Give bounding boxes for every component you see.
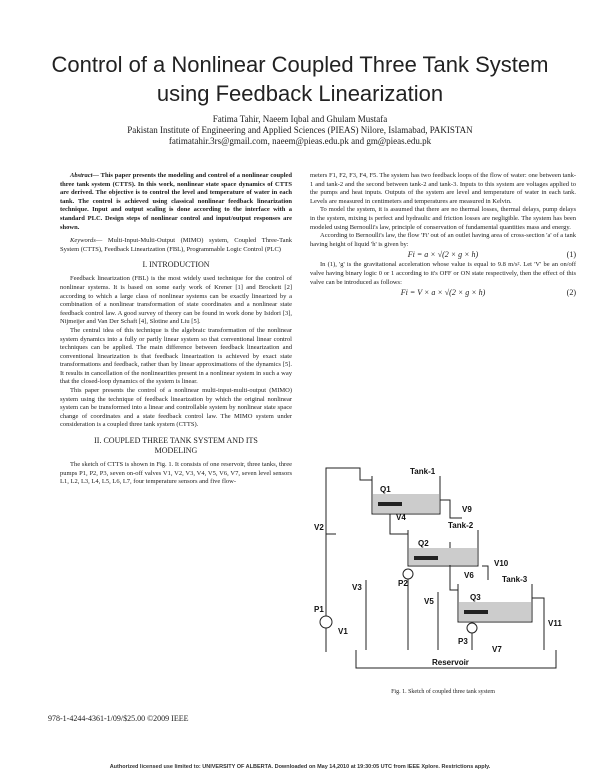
label-v7: V7: [492, 645, 502, 654]
tank1-outlet-pipe: [440, 500, 462, 518]
tank2-outlet-pipe: [482, 566, 488, 580]
label-q1: Q1: [380, 485, 391, 494]
label-p2: P2: [398, 579, 408, 588]
section-2-heading: [60, 436, 292, 456]
label-tank-3: Tank-3: [502, 575, 528, 584]
label-v11: V11: [548, 619, 562, 628]
right-paragraph-2: To model the system, it is assumed that there are no thermal losses, thermal delays, pump delays in the system, mixing is perfect and hydraulic and friction losses are negligible. The system has been modeled using Bernoulli's law, principle of conservation of fundamental quantities mass and energy.: [310, 206, 576, 231]
pump-p3: [467, 623, 477, 633]
label-tank-2: Tank-2: [448, 521, 474, 530]
label-q3: Q3: [470, 593, 481, 602]
title-line-1: Control of a Nonlinear Coupled Three Tank System: [51, 52, 549, 77]
abstract: [60, 172, 292, 232]
label-v9: V9: [462, 505, 472, 514]
label-v1: V1: [338, 627, 348, 636]
isbn-footer: 978-1-4244-4361-1/09/$25.00 ©2009 IEEE: [48, 714, 189, 723]
title-line-2: using Feedback Linearization: [156, 81, 444, 106]
right-paragraph-1: meters F1, F2, F3, F4, F5. The system has two feedback loops of the flow of water: one between tank-1 and tank-2 and the second between tank-2 and tank-3. Inputs to this system are voltages applied to the pumps and heat inputs. Outputs of the system are level and temperature of water in each tank. Levels are measured in centimeters and temperatures are measured in Kelvin.: [310, 172, 576, 205]
equation-1-body: Fi = a × √(2 × g × h): [407, 250, 479, 260]
right-paragraph-3: According to Bernoulli's law, the flow 'Fi' out of an outlet having area of cross-section 'a' of a tank having height of liquid 'h' is given by:: [310, 232, 576, 248]
label-v4: V4: [396, 513, 406, 522]
section-2-heading-line-1: II. COUPLED THREE TANK SYSTEM AND ITS: [94, 436, 258, 446]
equation-2: [310, 287, 576, 299]
paper-title: [0, 50, 600, 108]
pump-p1: [320, 616, 332, 628]
author-block: [0, 114, 600, 147]
tank3-outlet-pipe: [532, 598, 544, 650]
label-reservoir: Reservoir: [432, 658, 469, 667]
label-v6: V6: [464, 571, 474, 580]
label-v3: V3: [352, 583, 362, 592]
equation-1: [310, 249, 576, 261]
keywords-label: Keywords: [70, 237, 96, 245]
equation-1-number: (1): [566, 250, 576, 260]
affiliation: Pakistan Institute of Engineering and Applied Sciences (PIEAS) Nilore, Islamabad, PAKISTAN: [127, 125, 473, 135]
left-column: [60, 172, 292, 487]
figure-1-caption: Fig. 1. Sketch of coupled three tank system: [391, 689, 495, 695]
section-2-paragraph-1: The sketch of CTTS is shown in Fig. 1. It consists of one reservoir, three tanks, three pumps P1, P2, P3, seven on-off valves V1, V2, V3, V4, V5, V6, V7, seven level sensors L1, L2, L3, L4, L5, L6, L7, four temperature sensors and five flow-: [60, 461, 292, 486]
label-p3: P3: [458, 637, 468, 646]
pump-1-line: [326, 468, 372, 652]
right-column: [310, 172, 576, 299]
equation-2-number: (2): [566, 288, 576, 298]
section-1-heading: I. INTRODUCTION: [142, 260, 210, 270]
label-tank-1: Tank-1: [410, 467, 436, 476]
abstract-text: — This paper presents the modeling and control of a nonlinear coupled three tank system (CTTS). In this work, nonlinear state space dynamics of CTTS are derived. The objective is to control the level and temperature of water in each tank. The control is achieved using classical nonlinear feedback linearization technique. Input and output scaling is done according to the interface with a standard PLC. Design steps of nonlinear control and input/output responses are shown.: [60, 172, 292, 231]
intro-paragraph-1: Feedback linearization (FBL) is the most widely used technique for the control of nonlinear systems. It is based on some early work of Krener [1] and Brockett [2] according to which a large class of nonlinear systems can be exactly linearized by a combination of a nonlinear transformation of state coordinates and a nonlinear state feedback control law. A good survey of theory can be found in work done by Isidori [3], Nijmeijer and Van Der Schaft [4], Slotine and Liu [5].: [60, 275, 292, 326]
intro-paragraph-3: This paper presents the control of a nonlinear multi-input-multi-output (MIMO) system using the technique of feedback linearization by which the original nonlinear system can be transformed into a linear and controllable system by nonlinear state space change of coordinates and a state feedback control law. The MIMO system under consideration is a coupled three tank system (CTTS).: [60, 387, 292, 429]
license-footer: Authorized licensed use limited to: UNIVERSITY OF ALBERTA. Downloaded on May 14,2010 at 19:30:05 UTC from IEEE Xplore. Restrictions apply.: [109, 764, 491, 770]
emails: fatimatahir.3rs@gmail.com, naeem@pieas.edu.pk and gm@pieas.edu.pk: [168, 136, 432, 146]
figure-1-diagram: [312, 462, 574, 688]
label-v2: V2: [314, 523, 324, 532]
right-paragraph-4: In (1), 'g' is the gravitational acceleration whose value is equal to 9.8 m/s². Let 'V' be an on/off valve having binary logic 0 or 1 according to it's OFF or ON state respectively, then the effect of this valve can be introduced as follows:: [310, 261, 576, 286]
keywords-text: — Multi-Input-Multi-Output (MIMO) system, Coupled Three-Tank System (CTTS), Feedback Linearization (FBL), Programmable Logic Control (PLC): [60, 237, 292, 253]
three-tank-sketch: [312, 462, 574, 688]
section-2-heading-line-2: MODELING: [154, 446, 198, 456]
pump-p2: [403, 569, 413, 579]
heater-q2: [414, 556, 438, 560]
label-v10: V10: [494, 559, 509, 568]
intro-paragraph-2: The central idea of this technique is the algebraic transformation of the nonlinear system dynamics into a fully or partly linear system so that conventional linear control techniques can be applied. The main difference between feedback linearization and conventional linearization is that feedback linearization is achieved by exact state transformations and feedback, rather than by linear approximations of the dynamics [5]. It results in cancellation of the nonlinearities present in a nonlinear system in such a way that the closed-loop dynamics of the system is linear.: [60, 326, 292, 386]
equation-2-body: Fi = V × a × √(2 × g × h): [400, 288, 486, 298]
keywords: [60, 237, 292, 254]
label-p1: P1: [314, 605, 324, 614]
heater-q1: [378, 502, 402, 506]
abstract-label: Abstract: [70, 172, 93, 179]
label-v5: V5: [424, 597, 434, 606]
authors: Fatima Tahir, Naeem Iqbal and Ghulam Mustafa: [212, 114, 388, 124]
label-q2: Q2: [418, 539, 429, 548]
heater-q3: [464, 610, 488, 614]
